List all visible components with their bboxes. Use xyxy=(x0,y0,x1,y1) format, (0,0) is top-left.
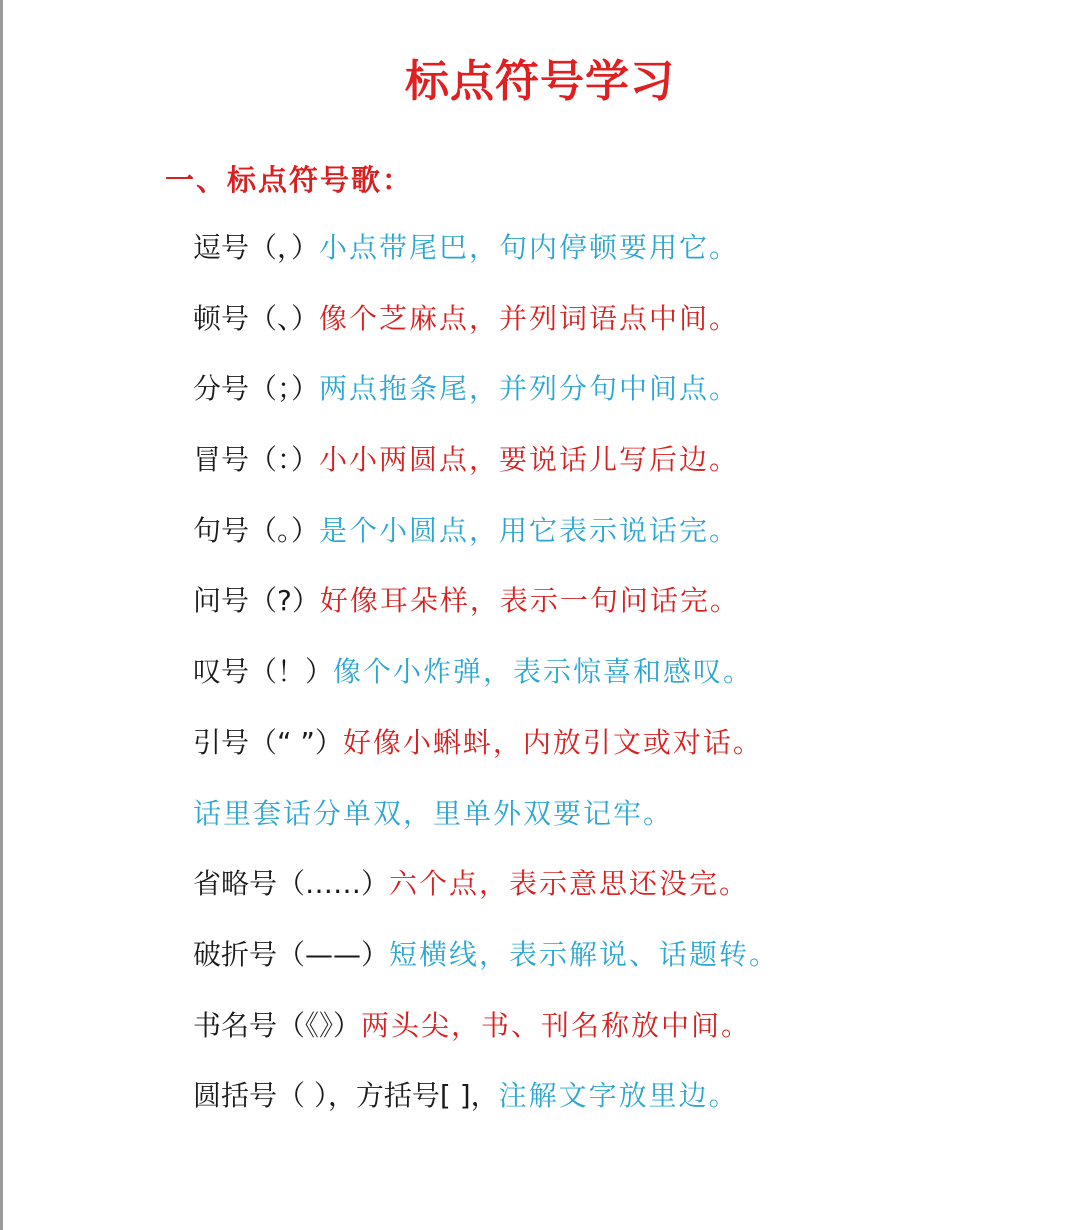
rhyme-line-period xyxy=(193,505,1053,576)
punctuation-name: 破折号（——） xyxy=(193,937,390,971)
rhyme-text: 两点拖条尾，并列分句中间点。 xyxy=(319,372,740,406)
punctuation-name: 逗号（，） xyxy=(193,231,320,264)
rhyme-line-colon xyxy=(193,434,1053,505)
rhyme-text: 小小两圆点，要说话儿写后边。 xyxy=(319,443,740,477)
rhyme-line-dash xyxy=(193,929,1053,1000)
rhyme-text: 两头尖，书、刊名称放中间。 xyxy=(361,1008,752,1042)
rhyme-line-title-marks xyxy=(193,1000,1053,1071)
punctuation-name: 书名号（《》） xyxy=(193,1008,362,1042)
rhyme-text: 像个芝麻点，并列词语点中间。 xyxy=(319,301,740,335)
rhyme-line-quotation-marks xyxy=(193,717,1053,788)
page-left-border xyxy=(0,0,3,1230)
rhyme-line-semicolon xyxy=(193,363,1053,434)
punctuation-name: 分号（；） xyxy=(193,372,320,406)
rhyme-line-comma xyxy=(193,222,1053,293)
rhyme-text: 小点带尾巴，句内停顿要用它。 xyxy=(319,231,740,264)
rhyme-text: 六个点，表示意思还没完。 xyxy=(389,867,750,901)
section-heading: 一、标点符号歌： xyxy=(165,163,414,197)
punctuation-name: 顿号（、） xyxy=(193,301,320,335)
punctuation-name: 叹号（！） xyxy=(193,655,334,689)
rhyme-text: 注解文字放里边。 xyxy=(498,1079,739,1113)
punctuation-name: 问号（?） xyxy=(193,584,320,618)
rhyme-lines xyxy=(193,222,1053,1141)
rhyme-line-exclamation-mark xyxy=(193,646,1053,717)
punctuation-name: 句号（。） xyxy=(193,513,320,547)
rhyme-text: 是个小圆点，用它表示说话完。 xyxy=(319,513,740,547)
rhyme-text: 像个小炸弹，表示惊喜和感叹。 xyxy=(333,655,754,689)
rhyme-text: 话里套话分单双，里单外双要记牢。 xyxy=(193,796,674,830)
rhyme-text: 短横线，表示解说、话题转。 xyxy=(389,937,780,971)
punctuation-name: 圆括号（ ），方括号[ ]， xyxy=(193,1079,499,1113)
rhyme-text: 好像耳朵样，表示一句问话完。 xyxy=(319,584,740,618)
punctuation-name: 引号（“ ”） xyxy=(193,725,343,759)
rhyme-text: 好像小蝌蚪，内放引文或对话。 xyxy=(342,725,763,759)
rhyme-line-brackets xyxy=(193,1070,1053,1141)
punctuation-name: 冒号（：） xyxy=(193,443,320,477)
page-title: 标点符号学习 xyxy=(405,56,675,107)
punctuation-name: 省略号（……） xyxy=(193,867,390,901)
rhyme-line-enumeration-comma xyxy=(193,293,1053,364)
rhyme-line-question-mark xyxy=(193,575,1053,646)
rhyme-line-ellipsis xyxy=(193,858,1053,929)
rhyme-line-nested-quotes xyxy=(193,788,1053,859)
